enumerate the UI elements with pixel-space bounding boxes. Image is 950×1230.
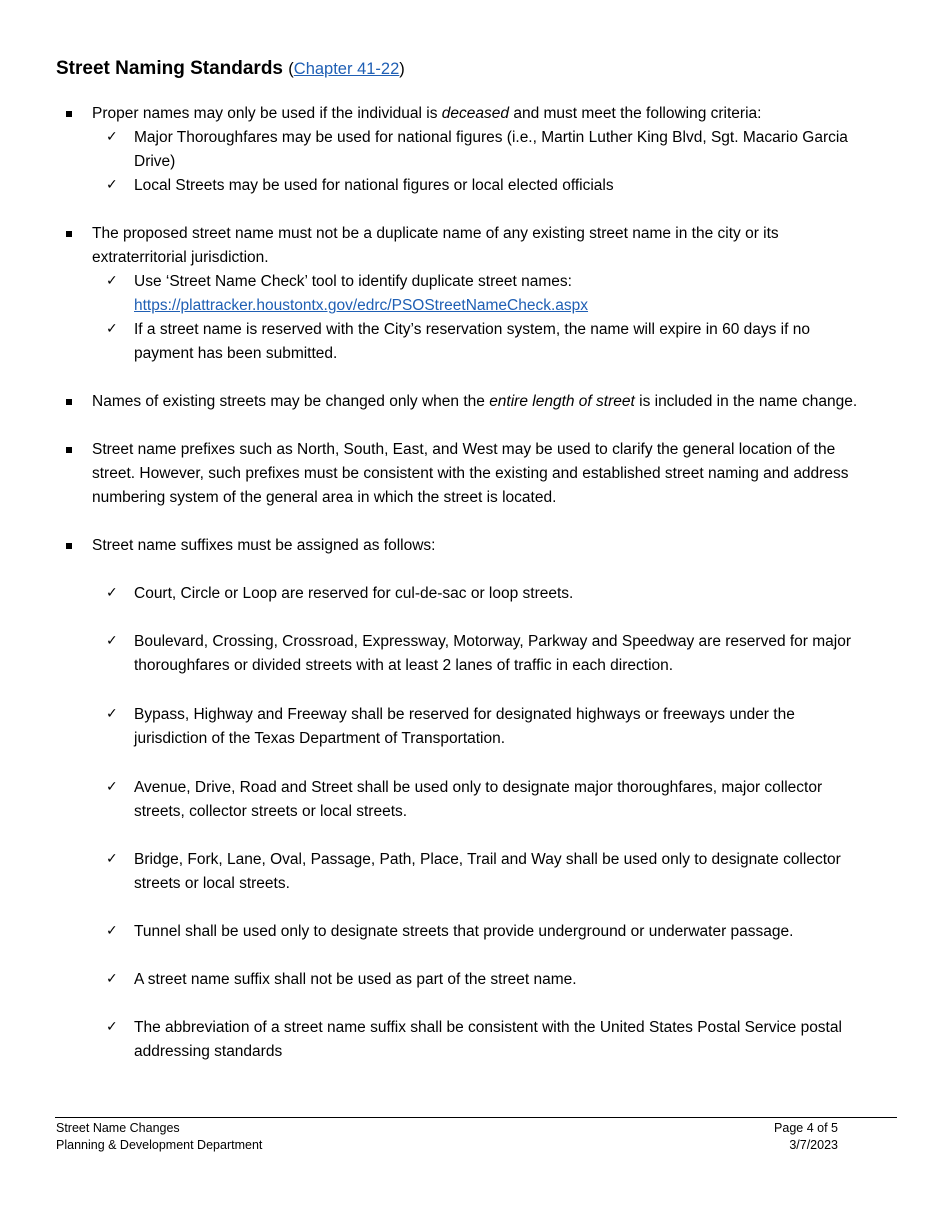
square-bullet-icon [66, 231, 72, 237]
footer-date: 3/7/2023 [789, 1138, 838, 1152]
square-bullet-icon [66, 399, 72, 405]
footer-document-title: Street Name Changes [56, 1121, 180, 1135]
checkmark-icon: ✓ [106, 706, 118, 722]
checkmark-icon: ✓ [106, 923, 118, 939]
title-text: Street Naming Standards [56, 58, 283, 79]
sub-bullet-text: Bridge, Fork, Lane, Oval, Passage, Path, Place, Trail and Way shall be used only to designate collector streets or local streets. [134, 851, 841, 892]
bullet-text: Proper names may only be used if the individual is deceased and must meet the following criteria: [92, 105, 762, 122]
sub-bullet-text: Court, Circle or Loop are reserved for cul-de-sac or loop streets. [134, 585, 574, 602]
checkmark-icon: ✓ [106, 129, 118, 145]
checkmark-icon: ✓ [106, 633, 118, 649]
checkmark-icon: ✓ [106, 971, 118, 987]
title-reference: (Chapter 41-22) [288, 60, 405, 78]
bullet-text: The proposed street name must not be a duplicate name of any existing street name in the city or its extraterritorial jurisdiction. [92, 225, 779, 266]
sub-bullet-text: Use ‘Street Name Check’ tool to identify duplicate street names: https://plattracker.houstontx.gov/edrc/PSOStreetNameCheck.aspx [134, 273, 589, 314]
footer-divider [55, 1117, 897, 1118]
footer-right [774, 1120, 838, 1154]
sub-bullet-text: A street name suffix shall not be used as part of the street name. [134, 971, 577, 988]
checkmark-icon: ✓ [106, 851, 118, 867]
sub-bullet-text: Tunnel shall be used only to designate streets that provide underground or underwater passage. [134, 923, 794, 940]
bullet-text: Street name suffixes must be assigned as follows: [92, 537, 436, 554]
bullet-text: Street name prefixes such as North, South, East, and West may be used to clarify the general location of the street. However, such prefixes must be consistent with the existing and established street naming and address numbering system of the general area in which the street is located. [92, 441, 849, 506]
sub-bullet-text: Boulevard, Crossing, Crossroad, Expressway, Motorway, Parkway and Speedway are reserved for major thoroughfares or divided streets with at least 2 lanes of traffic in each direction. [134, 633, 852, 674]
street-name-check-link[interactable]: https://plattracker.houstontx.gov/edrc/PSOStreetNameCheck.aspx [134, 297, 589, 314]
checkmark-icon: ✓ [106, 1019, 118, 1035]
checkmark-icon: ✓ [106, 779, 118, 795]
bullet-text: Names of existing streets may be changed only when the entire length of street is included in the name change. [92, 393, 858, 410]
sub-bullet-text: Avenue, Drive, Road and Street shall be used only to designate major thoroughfares, major collector streets, collector streets or local streets. [134, 779, 823, 820]
footer-left [56, 1120, 262, 1154]
sub-bullet-text: Local Streets may be used for national figures or local elected officials [134, 177, 614, 194]
chapter-link[interactable]: Chapter 41-22 [293, 60, 400, 78]
checkmark-icon: ✓ [106, 273, 118, 289]
sub-bullet-text: Major Thoroughfares may be used for national figures (i.e., Martin Luther King Blvd, Sgt. Macario Garcia Drive) [134, 129, 848, 170]
square-bullet-icon [66, 111, 72, 117]
sub-bullet-text: If a street name is reserved with the City’s reservation system, the name will expire in 60 days if no payment has been submitted. [134, 321, 810, 362]
sub-bullet-text: Bypass, Highway and Freeway shall be reserved for designated highways or freeways under the jurisdiction of the Texas Department of Transportation. [134, 706, 795, 747]
footer-department: Planning & Development Department [56, 1138, 263, 1152]
checkmark-icon: ✓ [106, 321, 118, 337]
page-title [56, 57, 405, 81]
square-bullet-icon [66, 543, 72, 549]
footer-page-number: Page 4 of 5 [774, 1121, 838, 1135]
square-bullet-icon [66, 447, 72, 453]
checkmark-icon: ✓ [106, 177, 118, 193]
checkmark-icon: ✓ [106, 585, 118, 601]
sub-bullet-text: The abbreviation of a street name suffix shall be consistent with the United States Postal Service postal addressing standards [134, 1019, 842, 1060]
